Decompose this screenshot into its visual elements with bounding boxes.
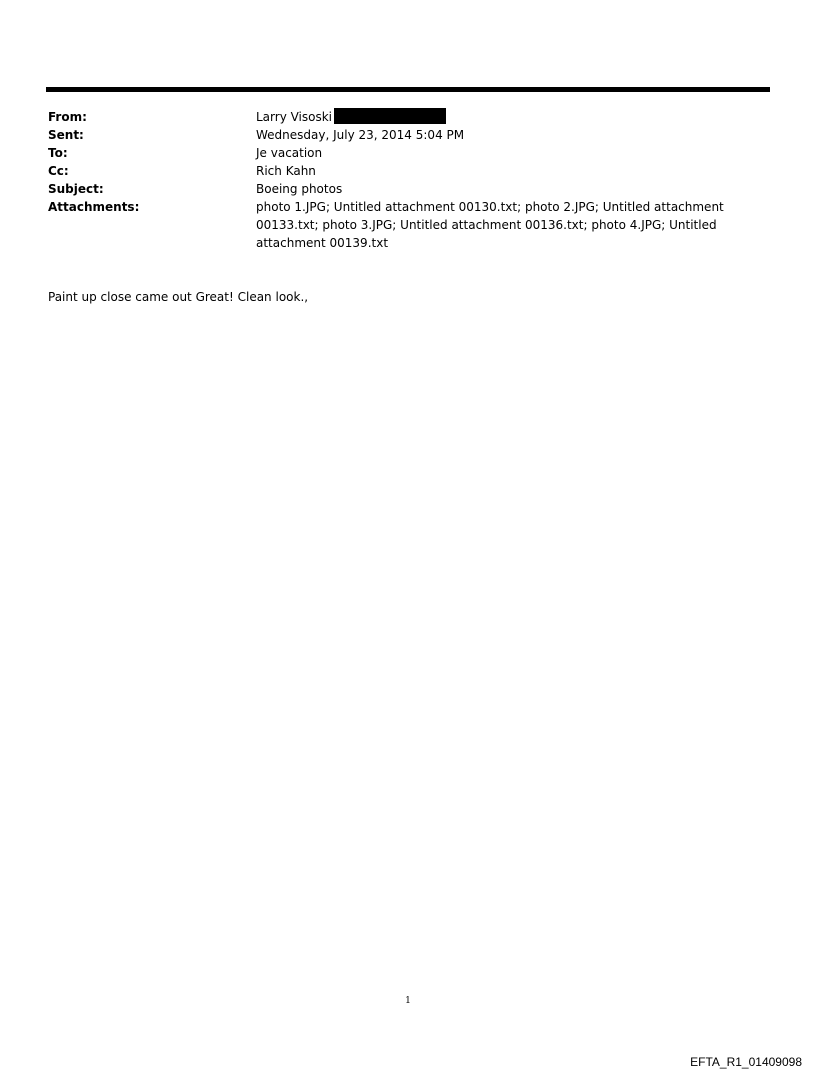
header-row-sent (48, 126, 748, 144)
from-label: From: (48, 110, 87, 124)
subject-label: Subject: (48, 182, 104, 196)
email-header-block (48, 108, 748, 252)
cc-label: Cc: (48, 164, 69, 178)
redaction-bar (334, 108, 446, 124)
header-divider (46, 87, 770, 92)
email-body: Paint up close came out Great! Clean look., (48, 290, 309, 304)
cc-value: Rich Kahn (256, 164, 316, 178)
header-row-from (48, 108, 748, 126)
from-value: Larry Visoski (256, 110, 333, 124)
header-row-attachments (48, 198, 748, 252)
to-value: Je vacation (256, 146, 323, 160)
page-number: 1 (405, 996, 411, 1006)
header-row-subject (48, 180, 748, 198)
header-row-cc (48, 162, 748, 180)
bates-number: EFTA_R1_01409098 (690, 1055, 802, 1069)
subject-value: Boeing photos (256, 182, 343, 196)
attachments-label: Attachments: (48, 200, 140, 214)
to-label: To: (48, 146, 68, 160)
header-row-to (48, 144, 748, 162)
attachments-value: photo 1.JPG; Untitled attachment 00130.txt; photo 2.JPG; Untitled attachment 00133.txt; photo 3.JPG; Untitled attachment 00136.txt; photo 4.JPG; Untitled attachment 00139.txt (256, 200, 724, 250)
sent-label: Sent: (48, 128, 84, 142)
sent-value: Wednesday, July 23, 2014 5:04 PM (256, 128, 465, 142)
